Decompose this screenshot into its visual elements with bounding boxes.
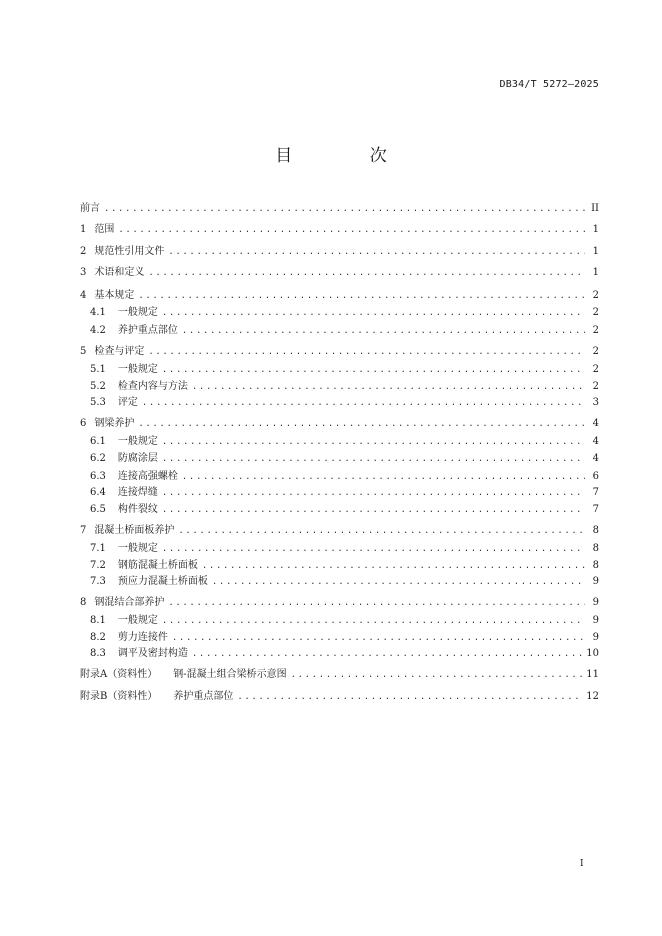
toc-entry-number: 5 (80, 346, 87, 357)
toc-entry-8-3[interactable] (80, 647, 599, 661)
toc-entry-3[interactable] (80, 266, 599, 280)
toc-entry-2[interactable] (80, 245, 599, 259)
toc-entry-8-1[interactable] (80, 614, 599, 628)
toc-entry-page: 8 (592, 525, 599, 536)
toc-entry-page: 9 (592, 576, 599, 587)
toc-entry-page: 4 (592, 453, 599, 464)
leader-dots (162, 452, 585, 466)
leader-dots (192, 647, 582, 661)
leader-dots (142, 396, 585, 410)
toc-entry-page: 11 (586, 669, 599, 680)
toc-entry-page: 2 (592, 364, 599, 375)
leader-dots (162, 503, 585, 517)
toc-entry-title: 预应力混凝土桥面板 (117, 576, 208, 587)
page-title: 目 次 (275, 146, 423, 166)
leader-dots (212, 575, 585, 589)
toc-entry-number: 6.3 (90, 471, 106, 482)
leader-dots (138, 417, 585, 431)
toc-entry-number: 3 (80, 267, 87, 278)
toc-entry-appendix-a[interactable] (80, 668, 599, 682)
toc-entry-number: 6.1 (90, 436, 106, 447)
toc-entry-7-1[interactable] (80, 542, 599, 556)
toc-entry-6-4[interactable] (80, 486, 599, 500)
toc-entry-6-5[interactable] (80, 503, 599, 517)
toc-entry-title: 钢混结合部养护 (94, 597, 165, 608)
toc-entry-1[interactable] (80, 223, 599, 237)
toc-entry-title: 一般规定 (117, 307, 158, 318)
toc-entry-number: 4 (80, 290, 87, 301)
toc-entry-page: 4 (592, 418, 599, 429)
toc-entry-title: 规范性引用文件 (94, 246, 165, 257)
toc-entry-page: 9 (592, 615, 599, 626)
leader-dots (182, 470, 585, 484)
toc-entry-title: 基本规定 (94, 290, 135, 301)
toc-entry-title: 一般规定 (117, 615, 158, 626)
toc-entry-number: 8.1 (90, 615, 106, 626)
toc-entry-7-3[interactable] (80, 575, 599, 589)
toc-entry-number: 7.1 (90, 543, 106, 554)
toc-entry-5[interactable] (80, 345, 599, 359)
toc-entry-5-2[interactable] (80, 380, 599, 394)
toc-entry-title: 养护重点部位 (117, 325, 178, 336)
toc-entry-page: II (591, 203, 599, 214)
toc-entry-page: 7 (592, 504, 599, 515)
toc-entry-6-1[interactable] (80, 435, 599, 449)
toc-entry-number: 5.2 (90, 381, 106, 392)
leader-dots (118, 223, 585, 237)
toc-entry-number: 5.1 (90, 364, 106, 375)
toc-entry-title: 评定 (117, 397, 138, 408)
toc-entry-5-3[interactable] (80, 396, 599, 410)
leader-dots (172, 631, 585, 645)
toc-entry-preface[interactable] (80, 202, 599, 216)
toc-entry-appendix-b[interactable] (80, 690, 599, 704)
leader-dots (162, 614, 585, 628)
toc-entry-title: 一般规定 (117, 436, 158, 447)
toc-entry-4-1[interactable] (80, 306, 599, 320)
toc-entry-number: 4.1 (90, 307, 106, 318)
toc-entry-7-2[interactable] (80, 559, 599, 573)
toc-entry-page: 6 (592, 471, 599, 482)
toc-entry-8-2[interactable] (80, 631, 599, 645)
toc-entry-number: 6.2 (90, 453, 106, 464)
toc-entry-title: 钢梁养护 (94, 418, 135, 429)
standard-code: DB34/T 5272—2025 (499, 79, 599, 90)
toc-entry-title: 一般规定 (117, 364, 158, 375)
toc-entry-title: 构件裂纹 (117, 504, 158, 515)
toc-entry-page: 4 (592, 436, 599, 447)
toc-entry-6[interactable] (80, 417, 599, 431)
leader-dots (162, 435, 585, 449)
toc-entry-title: 连接高强螺栓 (117, 471, 178, 482)
toc-entry-number: 6.5 (90, 504, 106, 515)
toc-entry-title: 术语和定义 (94, 267, 145, 278)
toc-entry-4-2[interactable] (80, 324, 599, 338)
toc-entry-title: 连接焊缝 (117, 487, 158, 498)
leader-dots (168, 245, 585, 259)
toc-entry-number: 8 (80, 597, 87, 608)
toc-entry-title: 混凝土桥面板养护 (94, 525, 175, 536)
toc-entry-number: 8.3 (90, 648, 106, 659)
appendix-label: 附录B（资料性） (80, 691, 158, 702)
leader-dots (162, 363, 585, 377)
toc-entry-number: 7 (80, 525, 87, 536)
toc-entry-page: 1 (592, 267, 599, 278)
toc-entry-5-1[interactable] (80, 363, 599, 377)
toc-entry-number: 1 (80, 224, 87, 235)
toc-entry-page: 2 (592, 346, 599, 357)
toc-entry-page: 1 (592, 224, 599, 235)
toc-entry-page: 3 (592, 397, 599, 408)
toc-entry-number: 7.3 (90, 576, 106, 587)
toc-entry-page: 9 (592, 597, 599, 608)
toc-entry-page: 1 (592, 246, 599, 257)
toc-entry-title: 钢筋混凝土桥面板 (117, 560, 198, 571)
leader-dots (192, 380, 585, 394)
page-number: I (580, 859, 584, 869)
toc-entry-page: 7 (592, 487, 599, 498)
leader-dots (138, 289, 585, 303)
toc-entry-title: 前言 (80, 203, 100, 214)
toc-entry-number: 6 (80, 418, 87, 429)
toc-entry-title: 范围 (94, 224, 115, 235)
toc-entry-page: 12 (586, 691, 599, 702)
toc-entry-4[interactable] (80, 289, 599, 303)
leader-dots (168, 596, 585, 610)
toc-entry-title: 一般规定 (117, 543, 158, 554)
toc-entry-number: 2 (80, 246, 87, 257)
leader-dots (237, 690, 582, 704)
leader-dots (162, 486, 585, 500)
toc-entry-page: 9 (592, 632, 599, 643)
toc-entry-title: 养护重点部位 (173, 691, 234, 702)
toc-entry-page: 2 (592, 325, 599, 336)
leader-dots (162, 542, 585, 556)
toc-entry-page: 2 (592, 290, 599, 301)
leader-dots (182, 324, 585, 338)
toc-entry-number: 4.2 (90, 325, 106, 336)
leader-dots (162, 306, 585, 320)
toc-entry-number: 7.2 (90, 560, 106, 571)
toc-entry-6-2[interactable] (80, 452, 599, 466)
toc-entry-title: 防腐涂层 (117, 453, 158, 464)
toc-entry-page: 10 (586, 648, 599, 659)
leader-dots (202, 559, 585, 573)
toc-entry-7[interactable] (80, 524, 599, 538)
leader-dots (148, 266, 585, 280)
toc-entry-page: 2 (592, 307, 599, 318)
toc-entry-title: 剪力连接件 (117, 632, 168, 643)
appendix-label: 附录A（资料性） (80, 669, 158, 680)
toc-entry-8[interactable] (80, 596, 599, 610)
toc-entry-page: 8 (592, 560, 599, 571)
toc-entry-page: 2 (592, 381, 599, 392)
leader-dots (104, 202, 585, 216)
toc-entry-number: 8.2 (90, 632, 106, 643)
toc-entry-number: 5.3 (90, 397, 106, 408)
leader-dots (178, 524, 585, 538)
toc-entry-title: 钢-混凝土组合梁桥示意图 (173, 669, 287, 680)
leader-dots (148, 345, 585, 359)
toc-entry-title: 检查与评定 (94, 346, 145, 357)
toc-entry-number: 6.4 (90, 487, 106, 498)
toc-entry-title: 检查内容与方法 (117, 381, 188, 392)
toc-entry-title: 调平及密封构造 (117, 648, 188, 659)
toc-entry-page: 8 (592, 543, 599, 554)
toc-entry-6-3[interactable] (80, 470, 599, 484)
leader-dots (291, 668, 583, 682)
